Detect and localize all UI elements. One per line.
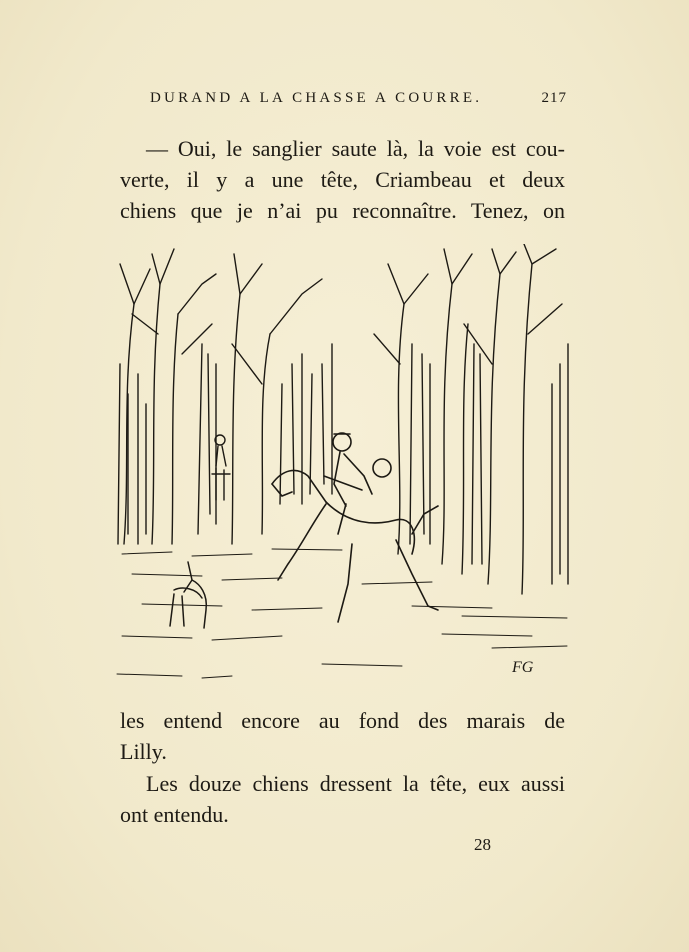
- paragraph-continuation: [120, 705, 565, 767]
- tree-right: [374, 244, 568, 594]
- hunting-scene-illustration: [112, 244, 574, 694]
- horse-and-rider: [272, 433, 438, 622]
- page-number: 217: [541, 90, 567, 106]
- ground: [117, 549, 567, 678]
- running-head-title: DURAND A LA CHASSE A COURRE.: [150, 90, 483, 106]
- text-line: Lilly.: [120, 739, 167, 764]
- hound: [170, 562, 206, 628]
- text-line: — Oui, le sanglier saute là, la voie est cou-: [146, 136, 565, 161]
- tree-center: [198, 254, 332, 544]
- text-line: ont entendu.: [120, 802, 229, 827]
- text-line: chiens que je n’ai pu reconnaître. Tenez, on: [120, 198, 565, 223]
- text-line: verte, il y a une tête, Criambeau et deux: [120, 167, 565, 192]
- printer-signature-mark: 28: [474, 835, 491, 854]
- distant-rider: [212, 435, 230, 500]
- text-line: Les douze chiens dressent la tête, eux aussi: [146, 771, 565, 796]
- paragraph-narration: [120, 768, 565, 830]
- running-head: [150, 90, 567, 107]
- paragraph-dialogue: [120, 133, 565, 226]
- illustration-monogram: FG: [512, 659, 534, 676]
- text-line: les entend encore au fond des marais de: [120, 708, 565, 733]
